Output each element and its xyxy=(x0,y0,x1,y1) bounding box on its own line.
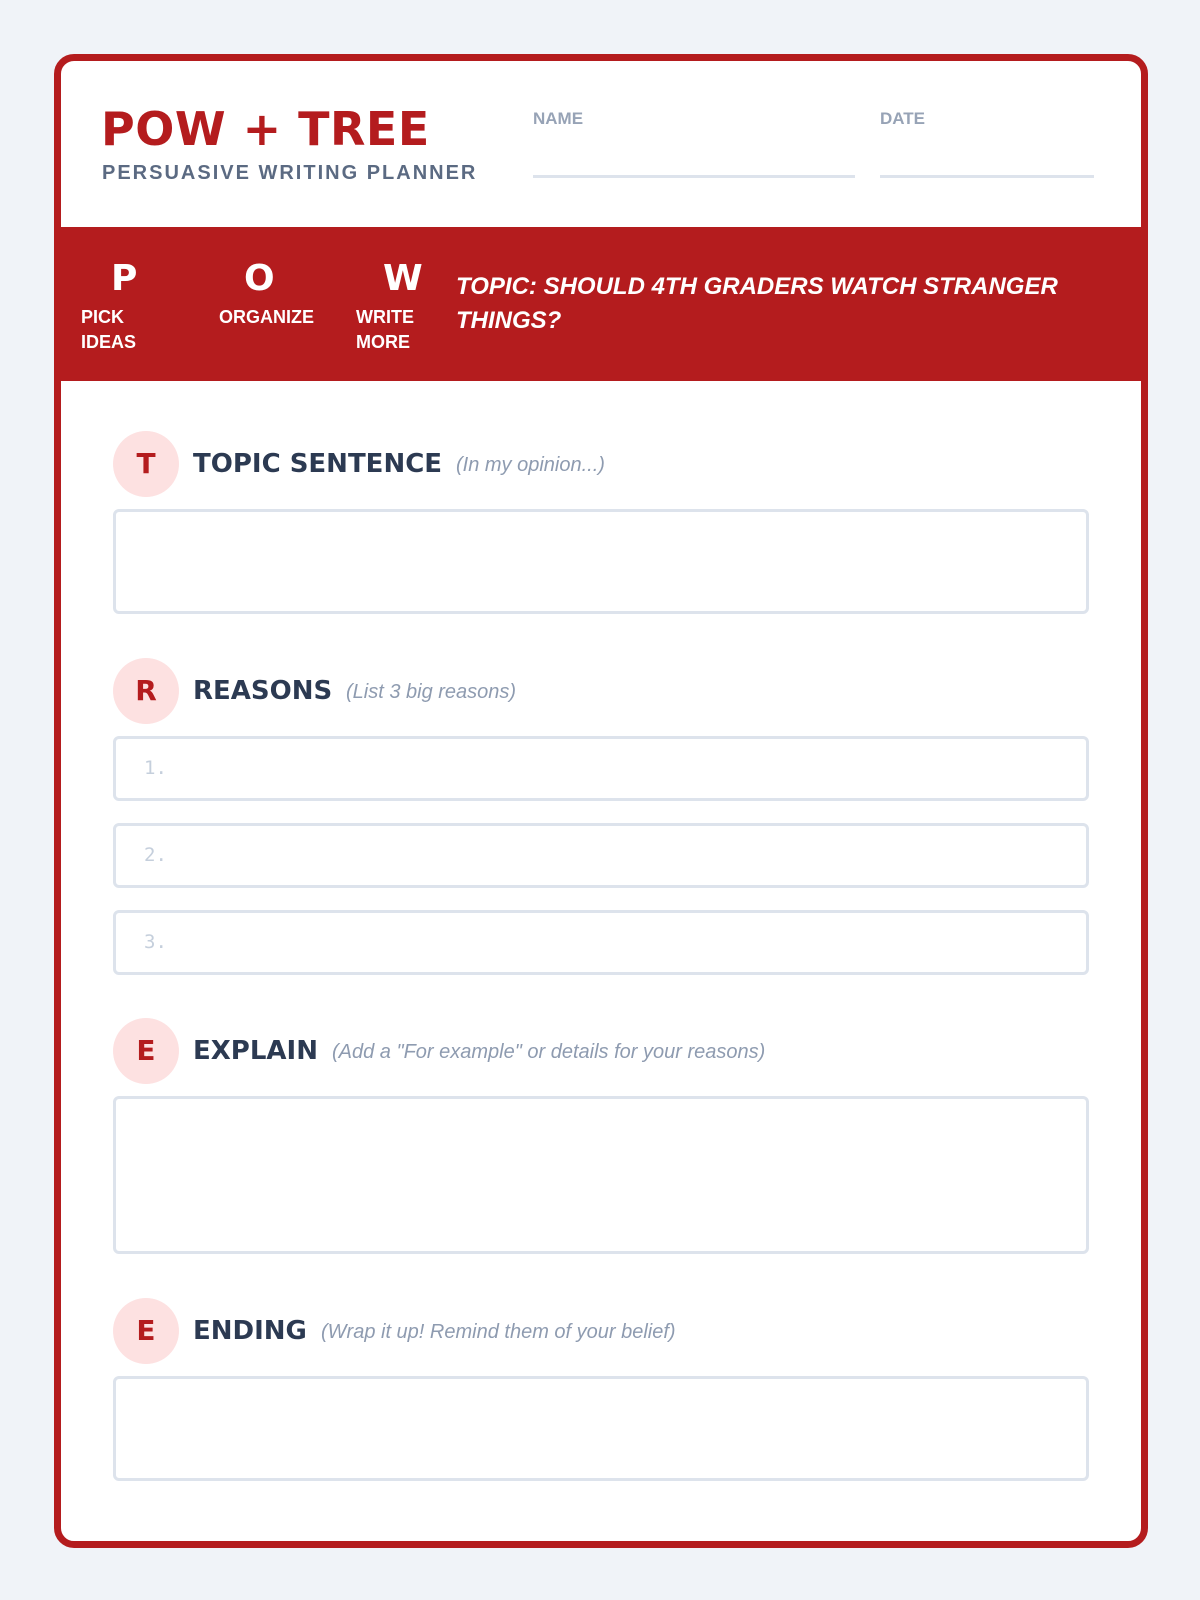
reason-3-input[interactable]: 3. xyxy=(113,910,1089,975)
pow-word-write: WRITE MORE xyxy=(356,307,414,352)
topic-prompt: TOPIC: SHOULD 4TH GRADERS WATCH STRANGER THINGS? xyxy=(456,273,1058,334)
date-field xyxy=(880,109,925,129)
reasons-hint: (List 3 big reasons) xyxy=(346,681,517,703)
reasons-header xyxy=(113,658,1089,726)
explain-hint: (Add a "For example" or details for your reasons) xyxy=(332,1041,766,1063)
explain-title: EXPLAIN xyxy=(193,1036,318,1066)
name-label: NAME xyxy=(533,109,584,128)
pow-letter-p: P xyxy=(111,258,138,299)
name-input[interactable] xyxy=(533,175,855,178)
badge-t: T xyxy=(113,431,179,497)
reasons-section xyxy=(113,658,1089,953)
ending-input[interactable] xyxy=(113,1376,1089,1481)
ending-hint: (Wrap it up! Remind them of your belief) xyxy=(321,1321,676,1343)
ending-title: ENDING xyxy=(193,1316,307,1346)
name-field xyxy=(533,109,583,129)
planner-title: POW + TREE xyxy=(101,102,430,156)
badge-r: R xyxy=(113,658,179,724)
topic-sentence-title: TOPIC SENTENCE xyxy=(193,449,443,479)
topic-sentence-input[interactable] xyxy=(113,509,1089,614)
reasons-title: REASONS xyxy=(193,676,333,706)
explain-section xyxy=(113,1018,1089,1086)
topic-sentence-section xyxy=(113,431,1089,499)
badge-e-explain: E xyxy=(113,1018,179,1084)
explain-header xyxy=(113,1018,1089,1086)
pow-word-pick: PICK IDEAS xyxy=(81,307,137,352)
badge-e-ending: E xyxy=(113,1298,179,1364)
pow-word-organize: ORGANIZE xyxy=(219,307,315,327)
pow-letter-o: O xyxy=(244,258,275,299)
ending-section xyxy=(113,1298,1089,1366)
planner-header xyxy=(61,61,1141,227)
ending-header xyxy=(113,1298,1089,1366)
pow-band xyxy=(61,227,1141,381)
explain-input[interactable] xyxy=(113,1096,1089,1254)
planner-subtitle: PERSUASIVE WRITING PLANNER xyxy=(102,162,478,184)
topic-sentence-hint: (In my opinion...) xyxy=(456,454,605,476)
topic-sentence-header xyxy=(113,431,1089,499)
planner-card xyxy=(54,54,1148,1548)
pow-letter-w: W xyxy=(383,258,423,299)
date-label: DATE xyxy=(880,109,926,128)
reason-1-input[interactable]: 1. xyxy=(113,736,1089,801)
date-input[interactable] xyxy=(880,175,1094,178)
reason-2-input[interactable]: 2. xyxy=(113,823,1089,888)
